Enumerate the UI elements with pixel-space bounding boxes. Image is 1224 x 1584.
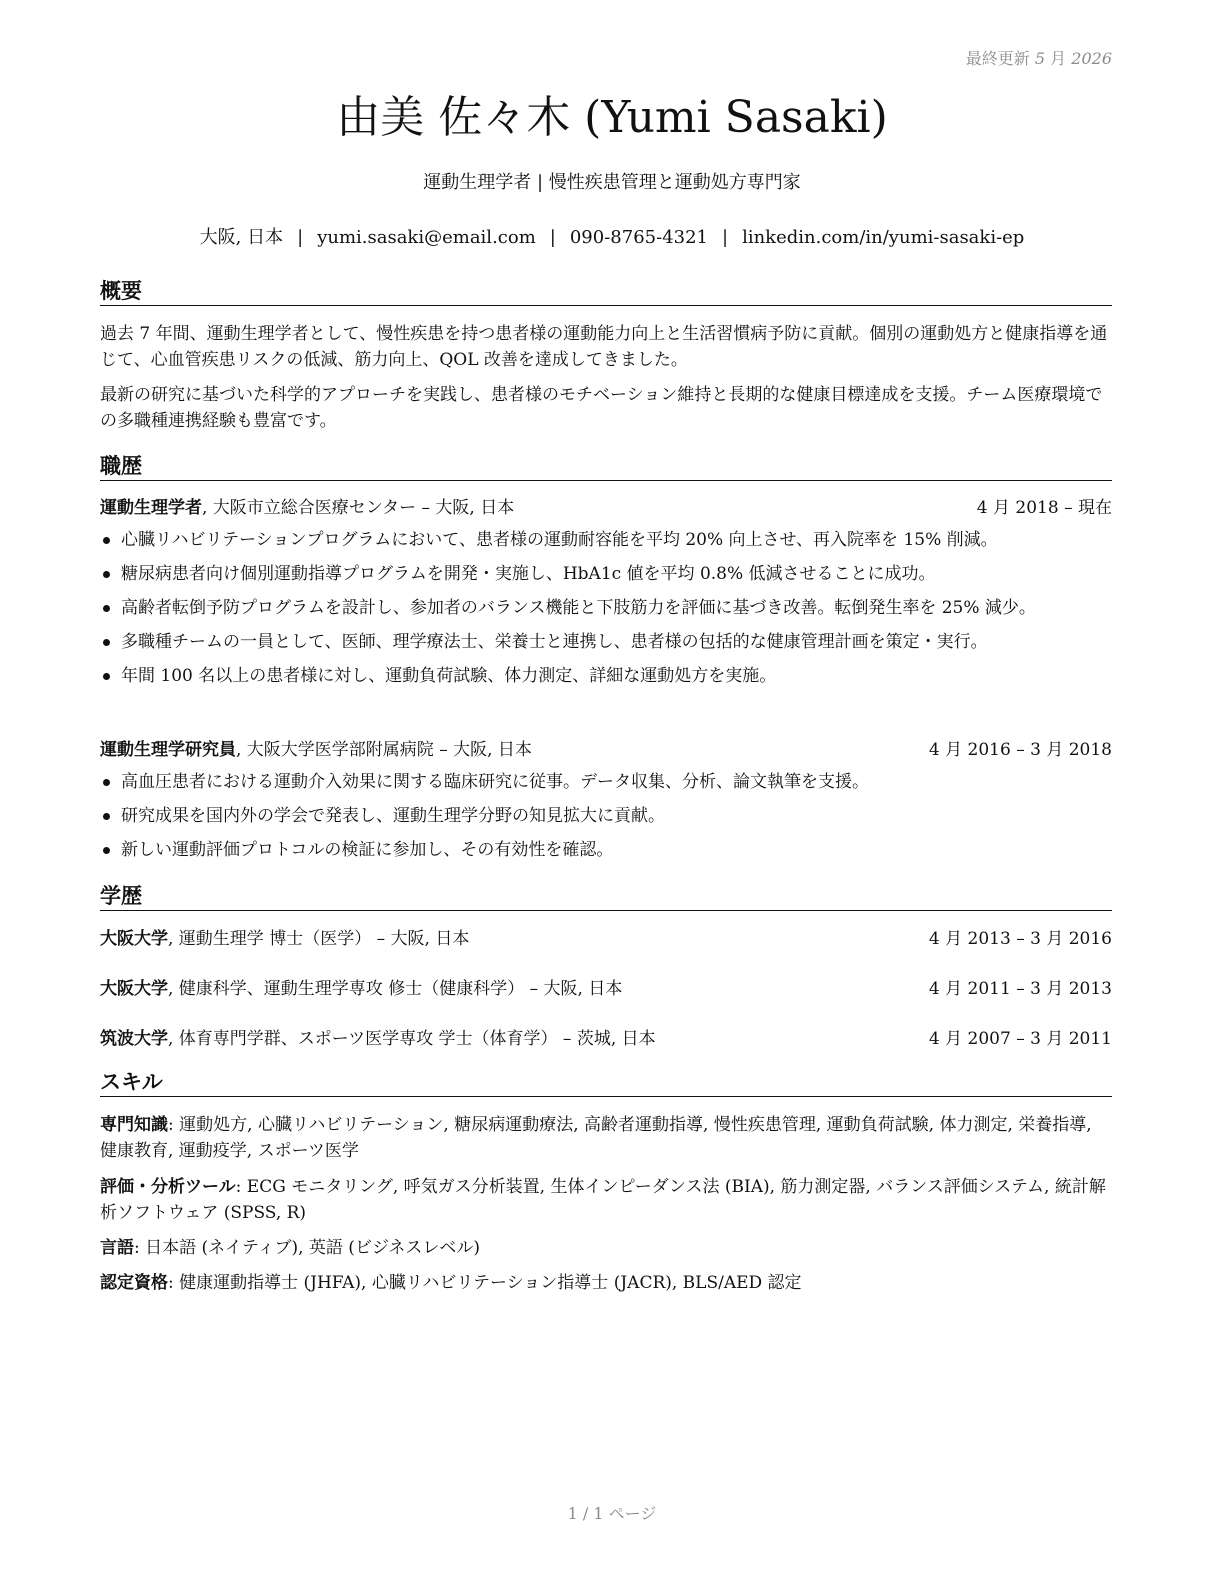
- bullet-icon: [103, 571, 110, 578]
- bullet-icon: [103, 639, 110, 646]
- education-title-line: [100, 976, 622, 1002]
- skill-text: : ECG モニタリング, 呼気ガス分析装置, 生体インピーダンス法 (BIA), 筋力測定器, バランス評価システム, 統計解析ソフトウェア (SPSS, R): [100, 1177, 1106, 1223]
- degree-detail: , 健康科学、運動生理学専攻 修士（健康科学） – 大阪, 日本: [168, 979, 623, 999]
- page-number: 1 / 1 ページ: [567, 1504, 657, 1523]
- contact-email[interactable]: yumi.sasaki@email.com: [317, 227, 536, 248]
- bullet-text: 多職種チームの一員として、医師、理学療法士、栄養士と連携し、患者様の包括的な健康管理計画を策定・実行。: [121, 632, 988, 652]
- list-item: [100, 629, 1112, 655]
- skill-line: [100, 1270, 1112, 1296]
- contact-linkedin[interactable]: linkedin.com/in/yumi-sasaki-ep: [742, 227, 1025, 248]
- skill-text: : 健康運動指導士 (JHFA), 心臓リハビリテーション指導士 (JACR), BLS/AED 認定: [168, 1273, 802, 1293]
- contact-separator: |: [549, 227, 556, 248]
- bullet-icon: [103, 813, 110, 820]
- last-updated-year: 2026: [1071, 49, 1112, 68]
- skill-line: [100, 1174, 1112, 1226]
- education-dates: 4 月 2011 – 3 月 2013: [928, 979, 1112, 999]
- job-bullets: [100, 527, 1112, 697]
- bullet-icon: [103, 605, 110, 612]
- job-dates: 4 月 2016 – 3 月 2018: [928, 740, 1112, 760]
- job-title-line: [100, 495, 514, 521]
- last-updated-label: 最終更新: [965, 49, 1030, 68]
- skill-label: 言語: [100, 1238, 134, 1258]
- bullet-text: 心臓リハビリテーションプログラムにおいて、患者様の運動耐容能を平均 20% 向上させ、再入院率を 15% 削減。: [121, 530, 998, 550]
- job-title-line: [100, 737, 532, 763]
- job-role: 運動生理学研究員: [100, 740, 236, 760]
- summary-paragraph: 最新の研究に基づいた科学的アプローチを実践し、患者様のモチベーション維持と長期的な健康目標達成を支援。チーム医療環境での多職種連携経験も豊富です。: [100, 385, 1103, 431]
- section-title-education: 学歴: [100, 882, 1112, 911]
- bullet-text: 新しい運動評価プロトコルの検証に参加し、その有効性を確認。: [121, 840, 614, 860]
- list-item: [100, 837, 1112, 863]
- last-updated-month-unit: 月: [1050, 49, 1067, 68]
- school-name: 大阪大学: [100, 979, 168, 999]
- bullet-text: 高齢者転倒予防プログラムを設計し、参加者のバランス機能と下肢筋力を評価に基づき改善。転倒発生率を 25% 減少。: [121, 598, 1036, 618]
- job-organization: , 大阪大学医学部附属病院 – 大阪, 日本: [236, 740, 532, 760]
- skill-label: 評価・分析ツール: [100, 1177, 236, 1197]
- list-item: [100, 561, 1112, 587]
- education-title-line: [100, 926, 469, 952]
- bullet-text: 研究成果を国内外の学会で発表し、運動生理学分野の知見拡大に貢献。: [121, 806, 665, 826]
- skill-label: 専門知識: [100, 1115, 168, 1135]
- job-subtitle: 運動生理学者 | 慢性疾患管理と運動処方専門家: [423, 172, 801, 193]
- list-item: [100, 663, 1112, 689]
- contact-line: [0, 225, 1224, 251]
- job-bullets: [100, 769, 1112, 871]
- contact-location: 大阪, 日本: [199, 227, 284, 248]
- skill-label: 認定資格: [100, 1273, 168, 1293]
- person-name: 由美 佐々木 (Yumi Sasaki): [336, 92, 888, 143]
- education-entry: [100, 1026, 1112, 1052]
- school-name: 筑波大学: [100, 1029, 168, 1049]
- education-title-line: [100, 1026, 656, 1052]
- skill-line: [100, 1112, 1112, 1164]
- list-item: [100, 803, 1112, 829]
- last-updated-month-number: 5: [1034, 49, 1046, 68]
- education-entry: [100, 976, 1112, 1002]
- contact-separator: |: [722, 227, 729, 248]
- skill-text: : 運動処方, 心臓リハビリテーション, 糖尿病運動療法, 高齢者運動指導, 慢性疾患管理, 運動負荷試験, 体力測定, 栄養指導, 健康教育, 運動疫学, スポーツ医学: [100, 1115, 1092, 1161]
- section-title-experience: 職歴: [100, 452, 1112, 481]
- school-name: 大阪大学: [100, 929, 168, 949]
- section-title-skills: スキル: [100, 1068, 1112, 1097]
- list-item: [100, 527, 1112, 553]
- bullet-icon: [103, 673, 110, 680]
- contact-separator: |: [297, 227, 304, 248]
- skill-line: [100, 1235, 1112, 1261]
- job-organization: , 大阪市立総合医療センター – 大阪, 日本: [202, 498, 515, 518]
- job-header: [100, 737, 1112, 763]
- bullet-text: 年間 100 名以上の患者様に対し、運動負荷試験、体力測定、詳細な運動処方を実施。: [121, 666, 777, 686]
- section-title-summary: 概要: [100, 277, 1112, 306]
- job-role: 運動生理学者: [100, 498, 202, 518]
- bullet-icon: [103, 779, 110, 786]
- contact-phone[interactable]: 090-8765-4321: [569, 227, 708, 248]
- job-header: [100, 495, 1112, 521]
- education-dates: 4 月 2013 – 3 月 2016: [928, 929, 1112, 949]
- education-entry: [100, 926, 1112, 952]
- job-dates: 4 月 2018 – 現在: [976, 498, 1112, 518]
- summary-paragraph: 過去 7 年間、運動生理学者として、慢性疾患を持つ患者様の運動能力向上と生活習慣病予防に貢献。個別の運動処方と健康指導を通じて、心血管疾患リスクの低減、筋力向上、QOL 改善を達成してきました。: [100, 324, 1108, 370]
- degree-detail: , 運動生理学 博士（医学） – 大阪, 日本: [168, 929, 470, 949]
- bullet-icon: [103, 847, 110, 854]
- skill-text: : 日本語 (ネイティブ), 英語 (ビジネスレベル): [134, 1238, 481, 1258]
- last-updated: [966, 46, 1112, 69]
- bullet-text: 高血圧患者における運動介入効果に関する臨床研究に従事。データ収集、分析、論文執筆を支援。: [121, 772, 869, 792]
- education-dates: 4 月 2007 – 3 月 2011: [928, 1029, 1112, 1049]
- list-item: [100, 595, 1112, 621]
- bullet-icon: [103, 537, 110, 544]
- list-item: [100, 769, 1112, 795]
- bullet-text: 糖尿病患者向け個別運動指導プログラムを開発・実施し、HbA1c 値を平均 0.8% 低減させることに成功。: [121, 564, 936, 584]
- degree-detail: , 体育専門学群、スポーツ医学専攻 学士（体育学） – 茨城, 日本: [168, 1029, 656, 1049]
